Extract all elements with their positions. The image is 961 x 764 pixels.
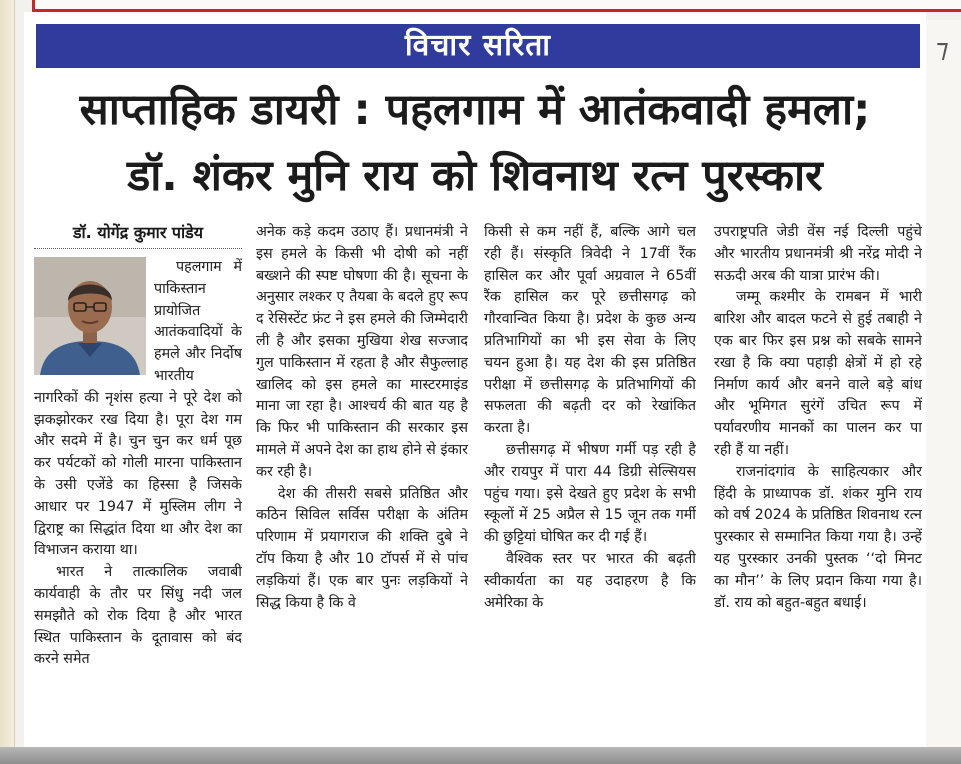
headline-line-1: साप्ताहिक डायरी : पहलगाम में आतंकवादी हमला; (79, 85, 871, 135)
paragraph: उपराष्ट्रपति जेडी वेंस नई दिल्ली पहुंचे और भारतीय प्रधानमंत्री श्री नरेंद्र मोदी ने सऊदी अरब की यात्रा प्रारंभ की। (714, 224, 922, 284)
newspaper-page (24, 12, 926, 747)
adjacent-page-fragment-icon: ⁊ (936, 34, 949, 64)
article-column-2 (256, 222, 468, 747)
paragraph: देश की तीसरी सबसे प्रतिष्ठित और कठिन सिविल सर्विस परीक्षा के अंतिम परिणाम में प्रयागराज की शक्ति दुबे ने टॉप किया है और 10 टॉपर्स में से पांच लड़कियां हैं। एक बार पुनः लड़कियों ने सिद्ध किया है कि वे (256, 485, 468, 611)
author-portrait-image (34, 257, 146, 375)
author-photo (34, 257, 146, 375)
paragraph: छत्तीसगढ़ में भीषण गर्मी पड़ रही है और रायपुर में पारा 44 डिग्री सेल्सियस पहुंच गया। इसे देखते हुए प्रदेश के सभी स्कूलों में 25 अप्रैल से 15 जून तक गर्मी की छुट्टियां घोषित कर दी गई हैं। (484, 441, 696, 546)
paragraph: अनेक कड़े कदम उठाए हैं। प्रधानमंत्री ने इस हमले के किसी भी दोषी को नहीं बख्शने की स्पष्ट घोषणा की है। सूचना के अनुसार लश्कर ए तैयबा के बदले हुए रूप द रेसिस्टेंट फ्रंट ने इस हमले की जिम्मेदारी ली है और इसका मुखिया शेख सज्जाद गुल पाकिस्तान में रहता है और सैफुल्लाह खालिद को इस हमले का मास्टरमाइंड माना जा रहा है। आश्चर्य की बात यह है कि फिर भी पाकिस्तान की सरकार इस मामले में अपने देश का हाथ होने से इंकार कर रही है। (256, 224, 468, 480)
paragraph: राजनांदगांव के साहित्यकार और हिंदी के प्राध्यापक डॉ. शंकर मुनि राय को वर्ष 2024 के प्रतिष्ठित शिवनाथ रत्न पुरस्कार से सम्मानित किया गया है। उन्हें यह पुरस्कार उनकी पुस्तक ‘‘दो मिनट का मौन’’ के लिए प्रदान किया गया है। डॉ. राय को बहुत-बहुत बधाई। (714, 463, 922, 611)
article-column-4 (714, 222, 922, 747)
paragraph: भारत ने तात्कालिक जवाबी कार्यवाही के तौर पर सिंधु नदी जल समझौते को रोक दिया है और भारत स्थित पाकिस्तान के दूतावास को बंद करने समेत (34, 564, 242, 668)
left-page-edge (0, 0, 15, 764)
article-column-1 (34, 222, 242, 747)
right-page-edge (926, 20, 961, 764)
paragraph: जम्मू कश्मीर के रामबन में भारी बारिश और बादल फटने से हुई तबाही ने एक बार फिर इस प्रश्न को सबके सामने रखा है कि क्या पहाड़ी क्षेत्रों में हो रहे निर्माण कार्य और बनने वाले बड़े बांध और भूमिगत सुरंगें उचित रूप में पर्यावरणीय मानकों का पालन कर पा रही हैं या नहीं। (714, 289, 922, 458)
top-red-border (32, 0, 961, 12)
author-byline: डॉ. योगेंद्र कुमार पांडेय (34, 222, 242, 249)
headline-line-2: डॉ. शंकर मुनि राय को शिवनाथ रत्न पुरस्कार (127, 151, 823, 201)
article-column-3 (484, 222, 696, 747)
paragraph: किसी से कम नहीं हैं, बल्कि आगे चल रही हैं। संस्कृति त्रिवेदी ने 17वीं रैंक हासिल कर और पूर्वा अग्रवाल ने 65वीं रैंक हासिल कर पूरे छत्तीसगढ़ को गौरवान्वित किया है। प्रदेश के कुछ अन्य प्रतिभागियों का भी इस सेवा के लिए चयन हुआ है। यह देश की इस प्रतिष्ठित परीक्षा में छत्तीसगढ़ के प्रतिभागियों की सफलता की बढ़ती दर को रेखांकित करता है। (484, 224, 696, 437)
paragraph: पहलगाम में पाकिस्तान प्रायोजित आतंकवादियों के हमले और निर्दोष भारतीय नागरिकों की नृशंस हत्या ने पूरे देश को झकझोरकर रख दिया है। पूरा देश गम और सदमे में है। चुन चुन कर धर्म पूछ कर पर्यटकों को गोली मारना पाकिस्तान के उसी एजेंडे का हिस्सा है जिसके आधार पर 1947 में मुस्लिम लीग ने द्विराष्ट्र का सिद्धांत दिया था और देश का विभाजन कराया था। (34, 259, 242, 559)
bottom-page-edge (0, 747, 961, 764)
section-banner: विचार सरिता (36, 24, 920, 68)
paragraph: वैश्विक स्तर पर भारत की बढ़ती स्वीकार्यता का यह उदाहरण है कि अमेरिका के (484, 550, 696, 611)
